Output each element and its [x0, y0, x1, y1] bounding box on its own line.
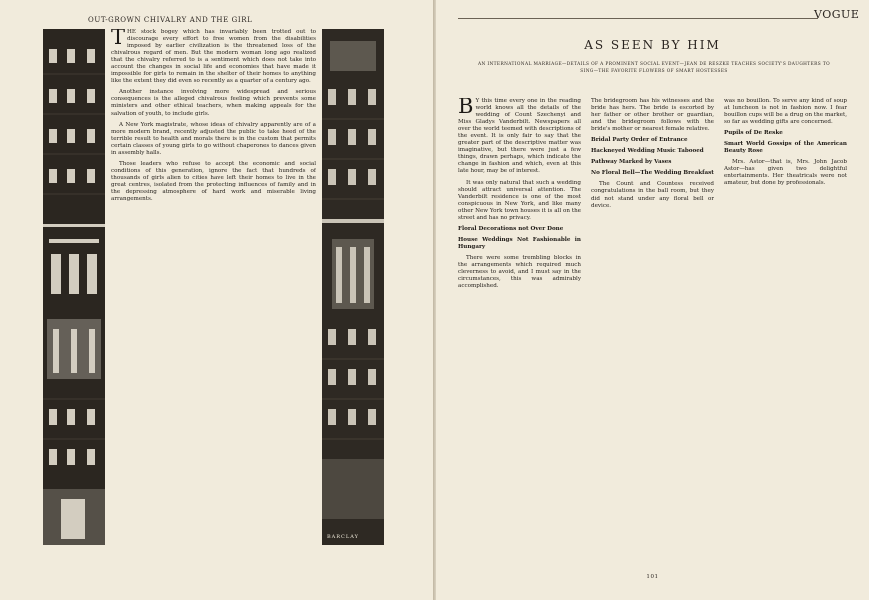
col1-closing: There were some trembling blocks in the arrangements which required much cleverness to avoid, and I must say in the circumstances, this was admirably accomplished.: [458, 254, 581, 290]
column-3: [724, 98, 847, 550]
right-page: [436, 0, 869, 600]
illustration-signature: BARCLAY: [327, 534, 359, 540]
paragraph-4: Those leaders who refuse to accept the economic and social conditions of this generation, ignore the fact that hundreds of thousands of girls alien to cities have left their homes to live in the great centres, isolated from the protecting influences of family and in the depressing atmosphere of hard work and miserable living arrangements.: [111, 160, 316, 203]
first-paragraph-text: HE stock bogey which has invariably been trotted out to discourage every effort to free women from the disabilities imposed by earlier civilization is the threatened loss of the chivalrous regard of men. But the modern woman long ago realized that the chivalry referred to is a sentiment which does not take into account the changes in social life and economies that have made it impossible for girls to remain in the shelter of their homes to anything like the extent they did even so recently as a quarter of a century ago.: [111, 29, 316, 85]
col2-subhead-4: No Floral Bell—The Wedding Breakfast: [591, 170, 714, 177]
col1-para-2: It was only natural that such a wedding should attract universal attention. The Vanderbilt residence is one of the most conspicuous in New York, and like many other New York town houses it is all on the street and has no privacy.: [458, 179, 581, 221]
col2-subhead-2: Hackneyed Wedding Music Tabooed: [591, 148, 704, 155]
article-deck: AN INTERNATIONAL MARRIAGE—DETAILS OF A PROMINENT SOCIAL EVENT—JEAN DE RESZKE TEACHES SOCIETY'S DAUGHTERS TO SING—THE FAVORITE FLOWERS OF SMART HOSTESSES: [477, 62, 831, 74]
article-body: [111, 29, 316, 547]
paragraph-3: A New York magistrate, whose ideas of chivalry apparently are of a more modern brand, recently adjusted the public to take heed of the terrible result to health and morals there is in the custom that permits certain classes of young girls to go without chaperones to dances given in assembly halls.: [111, 121, 316, 156]
col2-closing: The Count and Countess received congratulations in the ball room, but they did not stand under any floral bell or device.: [591, 181, 714, 209]
running-head: OUT-GROWN CHIVALRY AND THE GIRL: [88, 16, 253, 24]
col3-para-1: was no bouillon. To serve any kind of soup at luncheon is not in fashion now. I fear bouillon cups will be a drug on the market, so far as wedding gifts are concerned.: [724, 98, 847, 126]
masthead: VOGUE: [814, 8, 860, 21]
building-illustration-left: [43, 29, 105, 545]
col1-subhead-2: House Weddings Not Fashionable in Hungary: [458, 236, 581, 250]
page-number: 101: [646, 574, 659, 580]
col3-closing: Mrs. Astor—that is, Mrs. John Jacob Astor—has given two delightful entertainments. Her theatricals were not amateur, but done by professionals.: [724, 159, 847, 187]
masthead-rule: [458, 8, 818, 19]
col2-subhead-3: Pathway Marked by Vases: [591, 159, 672, 166]
article-title: AS SEEN BY HIM: [584, 38, 721, 52]
column-1: [458, 98, 581, 550]
col3-subhead-1: Pupils of De Reske: [724, 130, 783, 137]
col2-para-1: The bridegroom has his witnesses and the bride has hers. The bride is escorted by her father or other brother or guardian, and the bridegroom follows with the bride's mother or nearest female relative.: [591, 98, 714, 133]
drop-cap: B: [458, 98, 474, 118]
drop-cap: T: [111, 29, 126, 49]
column-2: [591, 98, 714, 550]
col2-subhead-1: Bridal Party Order of Entrance: [591, 137, 688, 144]
paragraph-2: Another instance involving more widespread and serious consequences is the alleged chivalrous feeling which prevents some ministers and other ethical teachers, when making appeals for the salvation of youth, to include girls.: [111, 89, 316, 117]
col3-subhead-2: Smart World Gossips of the American Beauty Rose: [724, 141, 847, 155]
building-illustration-right: [322, 29, 384, 545]
left-page: [0, 0, 434, 600]
col1-para-1: B Y this time every one in the reading world knows all the details of the wedding of Count Szechenyi and Miss Gladys Vanderbilt. Newspapers all over the world teemed with descriptions of the event. It is only fair to say that the greater part of the descriptive matter was imaginative, but there were just a few things, drawn perhaps, which indicate the change in fashion and which, even at this late hour, may be of interest.: [458, 98, 581, 175]
first-paragraph: [111, 29, 316, 85]
col1-subhead-1: Floral Decorations not Over Done: [458, 225, 564, 232]
